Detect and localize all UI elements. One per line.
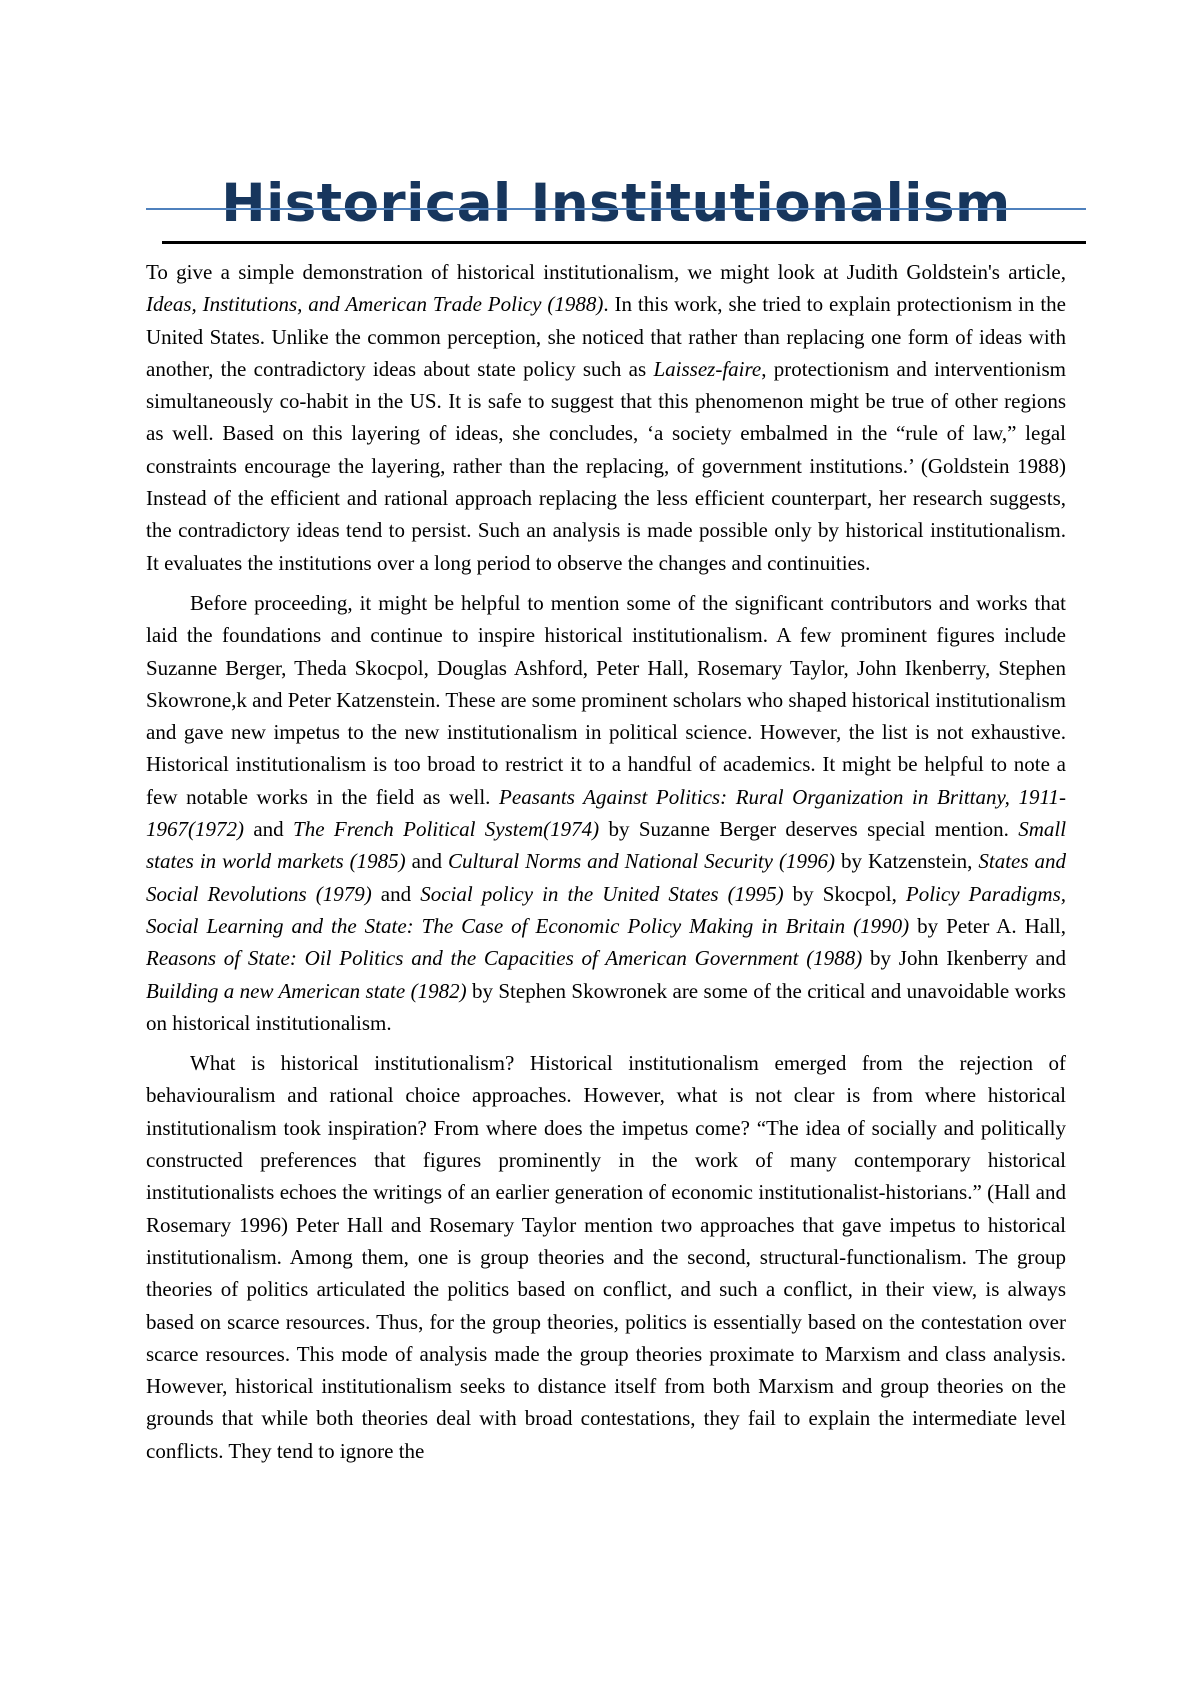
title-underline	[146, 208, 1086, 210]
paragraph-1	[146, 256, 1066, 579]
italic-citation: Small states in world markets (1985)	[146, 817, 1067, 874]
italic-citation: Peasants Against Politics: Rural Organization in Brittany, 1911-1967(1972)	[146, 784, 1066, 842]
italic-citation: States and Social Revolutions (1979)	[146, 849, 1067, 906]
text-run: What is historical institutionalism? Historical institutionalism emerged from the rejection of behaviouralism and rational choice approaches. However, what is not clear is from where historical institutionalism took inspiration? From where does the impetus come? “The idea of socially and politically constructed preferences that figures prominently in the work of many contemporary historical institutionalists echoes the writings of an earlier generation of economic institutionalist-historians.” (Hall and Rosemary 1996) Peter Hall and Rosemary Taylor mention two approaches that gave impetus to historical institutionalism. Among them, one is group theories and the second, structural-functionalism. The group theories of politics articulated the politics based on conflict, and such a conflict, in their view, is always based on scarce resources. Thus, for the group theories, politics is essentially based on the contestation over scarce resources. This mode of analysis made the group theories proximate to Marxism and class analysis. However, historical institutionalism seeks to distance itself from both Marxism and group theories on the grounds that while both theories deal with broad contestations, they fail to explain the intermediate level conflicts. They tend to ignore the	[146, 1051, 1066, 1463]
text-run: . In this work, she tried to explain protectionism in the United States. Unlike the common perception, she noticed that rather than replacing one form of ideas with another, the contradictory ideas about state policy such as	[146, 292, 1066, 381]
text-run: and	[371, 881, 421, 906]
text-run: by Suzanne Berger deserves special mention.	[599, 817, 1019, 842]
text-run: by Katzenstein,	[834, 849, 979, 874]
italic-citation: Ideas, Institutions, and American Trade Policy (1988)	[146, 292, 604, 317]
text-run: and	[405, 849, 448, 874]
section-divider	[162, 241, 1086, 244]
italic-citation: Reasons of State: Oil Politics and the Capacities of American Government (1988)	[146, 946, 863, 971]
document-body	[146, 256, 1066, 1475]
paragraph-3	[146, 1047, 1066, 1467]
italic-citation: The French Political System(1974)	[293, 817, 600, 842]
italic-citation: Building a new American state (1982)	[146, 978, 467, 1003]
italic-citation: Cultural Norms and National Security (1996)	[447, 849, 835, 874]
text-run: , protectionism and interventionism simultaneously co-habit in the US. It is safe to suggest that this phenomenon might be true of other regions as well. Based on this layering of ideas, she concludes, ‘a society embalmed in the “rule of law,” legal constraints encourage the layering, rather than the replacing, of government institutions.’ (Goldstein 1988) Instead of the efficient and rational approach replacing the less efficient counterpart, her research suggests, the contradictory ideas tend to persist. Such an analysis is made possible only by historical institutionalism. It evaluates the institutions over a long period to observe the changes and continuities.	[146, 356, 1066, 575]
italic-citation: Social policy in the United States (1995)	[420, 881, 784, 906]
text-run: by Skocpol,	[783, 881, 906, 906]
paragraph-2	[146, 587, 1066, 1039]
italic-citation: Policy Paradigms, Social Learning and the State: The Case of Economic Policy Making in Britain (1990)	[146, 881, 1067, 938]
page-title: Historical Institutionalism	[221, 172, 1011, 234]
text-run: and	[244, 817, 294, 842]
text-run: Before proceeding, it might be helpful to mention some of the significant contributors and works that laid the foundations and continue to inspire historical institutionalism. A few prominent figures include Suzanne Berger, Theda Skocpol, Douglas Ashford, Peter Hall, Rosemary Taylor, John Ikenberry, Stephen Skowrone,k and Peter Katzenstein. These are some prominent scholars who shaped historical institutionalism and gave new impetus to the new institutionalism in political science. However, the list is not exhaustive. Historical institutionalism is too broad to restrict it to a handful of academics. It might be helpful to note a few notable works in the field as well.	[146, 590, 1066, 809]
text-run: by Stephen Skowronek are some of the critical and unavoidable works on historical institutionalism.	[146, 978, 1066, 1035]
text-run: by Peter A. Hall,	[909, 913, 1066, 938]
italic-citation: Laissez-faire	[653, 356, 762, 381]
text-run: by John Ikenberry and	[862, 946, 1066, 971]
text-run: To give a simple demonstration of historical institutionalism, we might look at Judith Goldstein's article,	[146, 260, 1066, 284]
